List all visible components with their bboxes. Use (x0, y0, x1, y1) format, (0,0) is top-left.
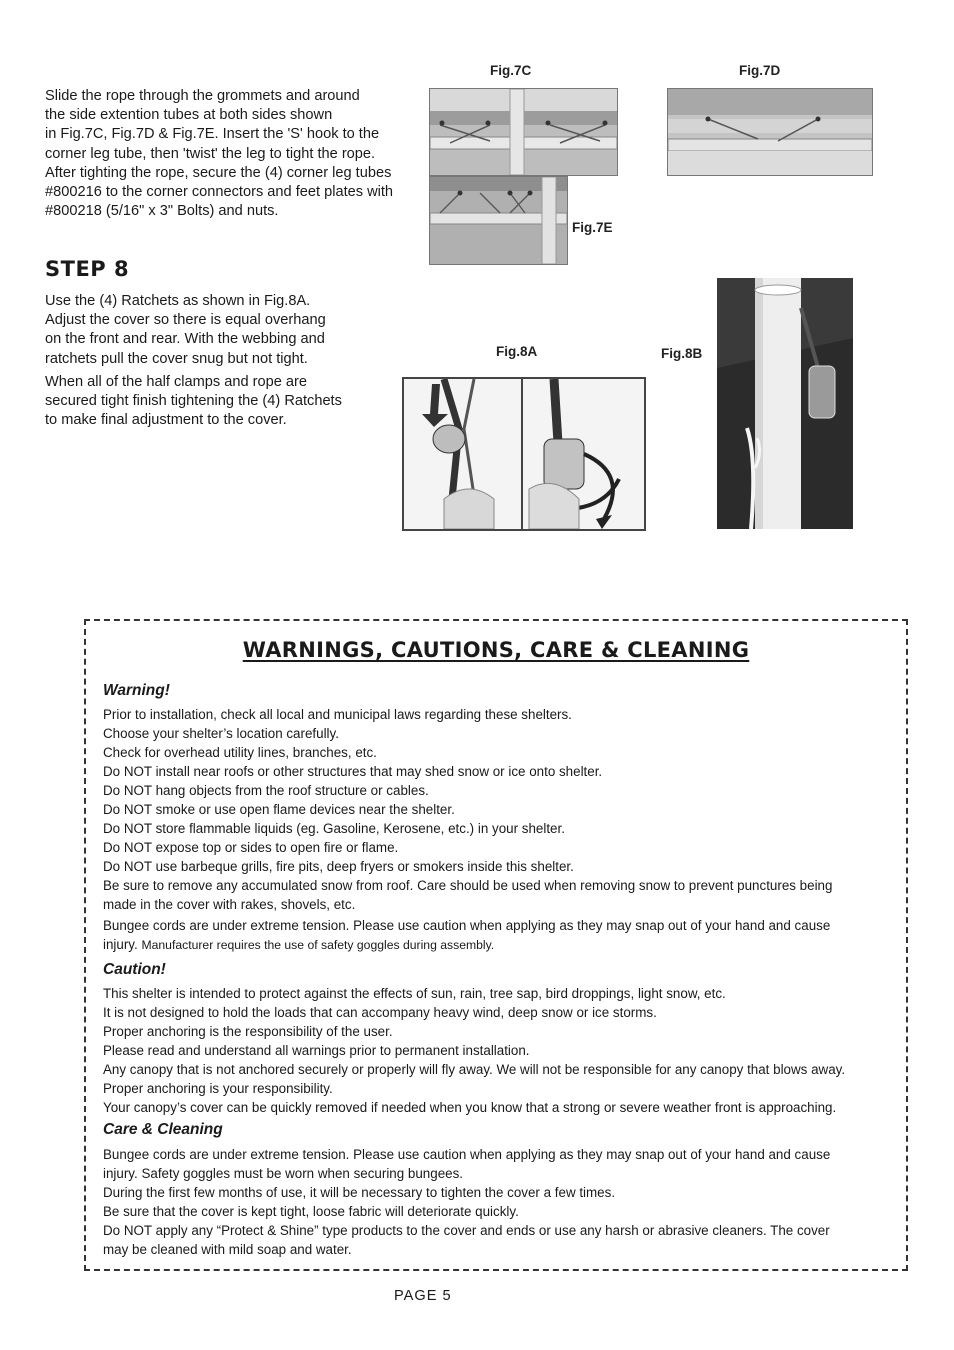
care-item: may be cleaned with mild soap and water. (103, 1242, 352, 1257)
fig8a-label: Fig.8A (496, 344, 538, 359)
step8-line: Use the (4) Ratchets as shown in Fig.8A. (45, 293, 311, 309)
intro-line: After tighting the rope, secure the (4) corner leg tubes (45, 164, 392, 181)
step8-title: STEP 8 (45, 257, 130, 281)
fig7d-label: Fig.7D (739, 63, 781, 78)
caution-item: Any canopy that is not anchored securely or properly will fly away. We will not be responsible for any canopy that blows away. (103, 1062, 846, 1077)
warning-item: Be sure to remove any accumulated snow from roof. Care should be used when removing snow to prevent punctures being (103, 878, 833, 893)
warning-item: Do NOT use barbeque grills, fire pits, deep fryers or smokers inside this shelter. (103, 859, 574, 874)
fig7d-photo (667, 88, 873, 176)
step8-paragraph-2 (45, 373, 342, 431)
step8-line: Adjust the cover so there is equal overhang (45, 312, 326, 329)
warning-item: Do NOT store flammable liquids (eg. Gasoline, Kerosene, etc.) in your shelter. (103, 821, 565, 836)
step8-line: ratchets pull the cover snug but not tight. (45, 350, 308, 367)
intro-line: corner leg tube, then 'twist' the leg to tight the rope. (45, 145, 376, 162)
care-heading: Care & Cleaning (103, 1121, 223, 1138)
caution-item: It is not designed to hold the loads that can accompany heavy wind, deep snow or ice storms. (103, 1005, 657, 1020)
caution-item: Proper anchoring is your responsibility. (103, 1081, 333, 1096)
goggles-note: Manufacturer requires the use of safety goggles during assembly. (141, 938, 495, 952)
caution-heading: Caution! (103, 961, 166, 978)
warning-item: Do NOT smoke or use open flame devices near the shelter. (103, 802, 455, 817)
fig7c-photo (429, 88, 618, 176)
fig8b-photo (717, 278, 853, 529)
bungee-warning (103, 916, 903, 955)
fig7e-label: Fig.7E (572, 220, 613, 235)
warning-item: made in the cover with rakes, shovels, etc. (103, 897, 356, 912)
fig8b-label: Fig.8B (661, 346, 703, 361)
intro-line: in Fig.7C, Fig.7D & Fig.7E. Insert the 'S' hook to the (45, 126, 380, 143)
warning-item: Check for overhead utility lines, branches, etc. (103, 745, 377, 760)
warnings-title: WARNINGS, CAUTIONS, CARE & CLEANING (242, 638, 750, 662)
fig7e-photo (429, 176, 568, 265)
care-item: injury. Safety goggles must be worn when securing bungees. (103, 1166, 464, 1181)
step8-line: secured tight finish tightening the (4) Ratchets (45, 393, 342, 410)
care-list (103, 1145, 903, 1259)
page-number: PAGE 5 (394, 1288, 452, 1304)
intro-paragraph (45, 87, 393, 221)
warning-item: Do NOT hang objects from the roof structure or cables. (103, 783, 429, 798)
fig8a-photo (402, 377, 646, 531)
warning-item: Choose your shelter’s location carefully. (103, 726, 339, 741)
step8-line: to make final adjustment to the cover. (45, 412, 287, 429)
caution-list (103, 984, 903, 1117)
intro-line: #800216 to the corner connectors and feet plates with (45, 184, 394, 201)
step8-paragraph-1 (45, 292, 326, 369)
caution-item: Your canopy’s cover can be quickly removed if needed when you know that a strong or severe weather front is approaching. (103, 1100, 837, 1115)
warning-item: Do NOT install near roofs or other structures that may shed snow or ice onto shelter. (103, 764, 603, 779)
bungee-injury: injury. (103, 937, 138, 952)
warning-item: Do NOT expose top or sides to open fire or flame. (103, 840, 399, 855)
caution-item: This shelter is intended to protect against the effects of sun, rain, tree sap, bird droppings, light snow, etc. (103, 986, 726, 1001)
bungee-line-2 (103, 935, 903, 955)
warning-item: Prior to installation, check all local and municipal laws regarding these shelters. (103, 707, 572, 722)
bungee-line-1: Bungee cords are under extreme tension. Please use caution when applying as they may snap out of your hand and cause (103, 918, 831, 933)
care-item: Be sure that the cover is kept tight, loose fabric will deteriorate quickly. (103, 1204, 519, 1219)
intro-line: Slide the rope through the grommets and around (45, 88, 360, 104)
caution-item: Please read and understand all warnings prior to permanent installation. (103, 1043, 530, 1058)
warnings-box (84, 619, 908, 1271)
warning-list (103, 705, 903, 914)
care-item: During the first few months of use, it will be necessary to tighten the cover a few times. (103, 1185, 616, 1200)
care-item: Do NOT apply any “Protect & Shine” type products to the cover and ends or use any harsh or abrasive cleaners. The cover (103, 1223, 830, 1238)
fig7c-label: Fig.7C (490, 63, 532, 78)
step8-line: When all of the half clamps and rope are (45, 374, 308, 390)
intro-line: #800218 (5/16" x 3" Bolts) and nuts. (45, 203, 279, 220)
step8-line: on the front and rear. With the webbing and (45, 331, 325, 348)
warning-heading: Warning! (103, 682, 170, 699)
care-item: Bungee cords are under extreme tension. Please use caution when applying as they may snap out of your hand and cause (103, 1147, 831, 1162)
intro-line: the side extention tubes at both sides shown (45, 107, 333, 124)
caution-item: Proper anchoring is the responsibility of the user. (103, 1024, 393, 1039)
